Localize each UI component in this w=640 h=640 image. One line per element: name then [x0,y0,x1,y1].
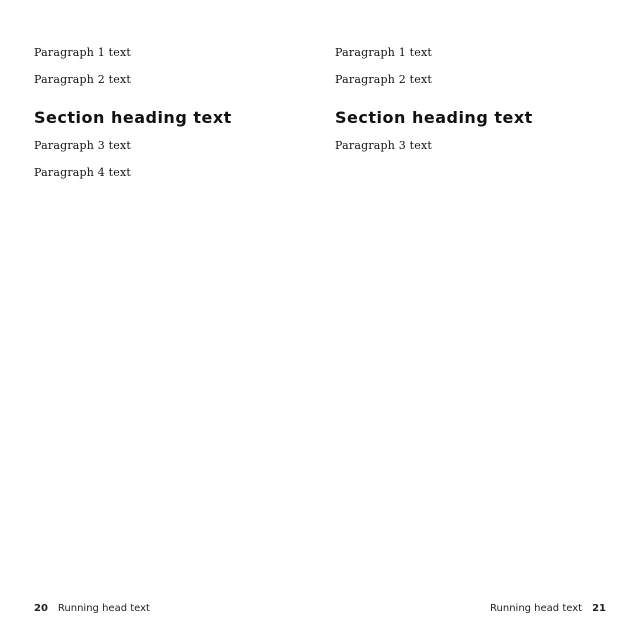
left-section-heading: Section heading text [34,108,232,128]
right-section-heading: Section heading text [335,108,533,128]
right-running-head: Running head text [490,603,583,614]
left-page [34,44,305,614]
right-paragraph-3: Paragraph 3 text [335,139,433,153]
right-page [335,44,606,614]
right-paragraph-1: Paragraph 1 text [335,46,433,59]
left-paragraph-2: Paragraph 2 text [34,73,132,87]
left-running-head: Running head text [57,603,150,614]
left-paragraph-1: Paragraph 1 text [34,46,132,59]
left-footer [34,603,305,614]
left-footer-group [34,603,150,614]
left-page-number: 20 [34,603,48,614]
right-page-number: 21 [592,603,606,614]
right-paragraph-2: Paragraph 2 text [335,73,433,87]
left-paragraph-4: Paragraph 4 text [34,166,132,180]
right-footer [335,603,606,614]
left-paragraph-3: Paragraph 3 text [34,139,132,153]
right-footer-group [490,603,606,614]
